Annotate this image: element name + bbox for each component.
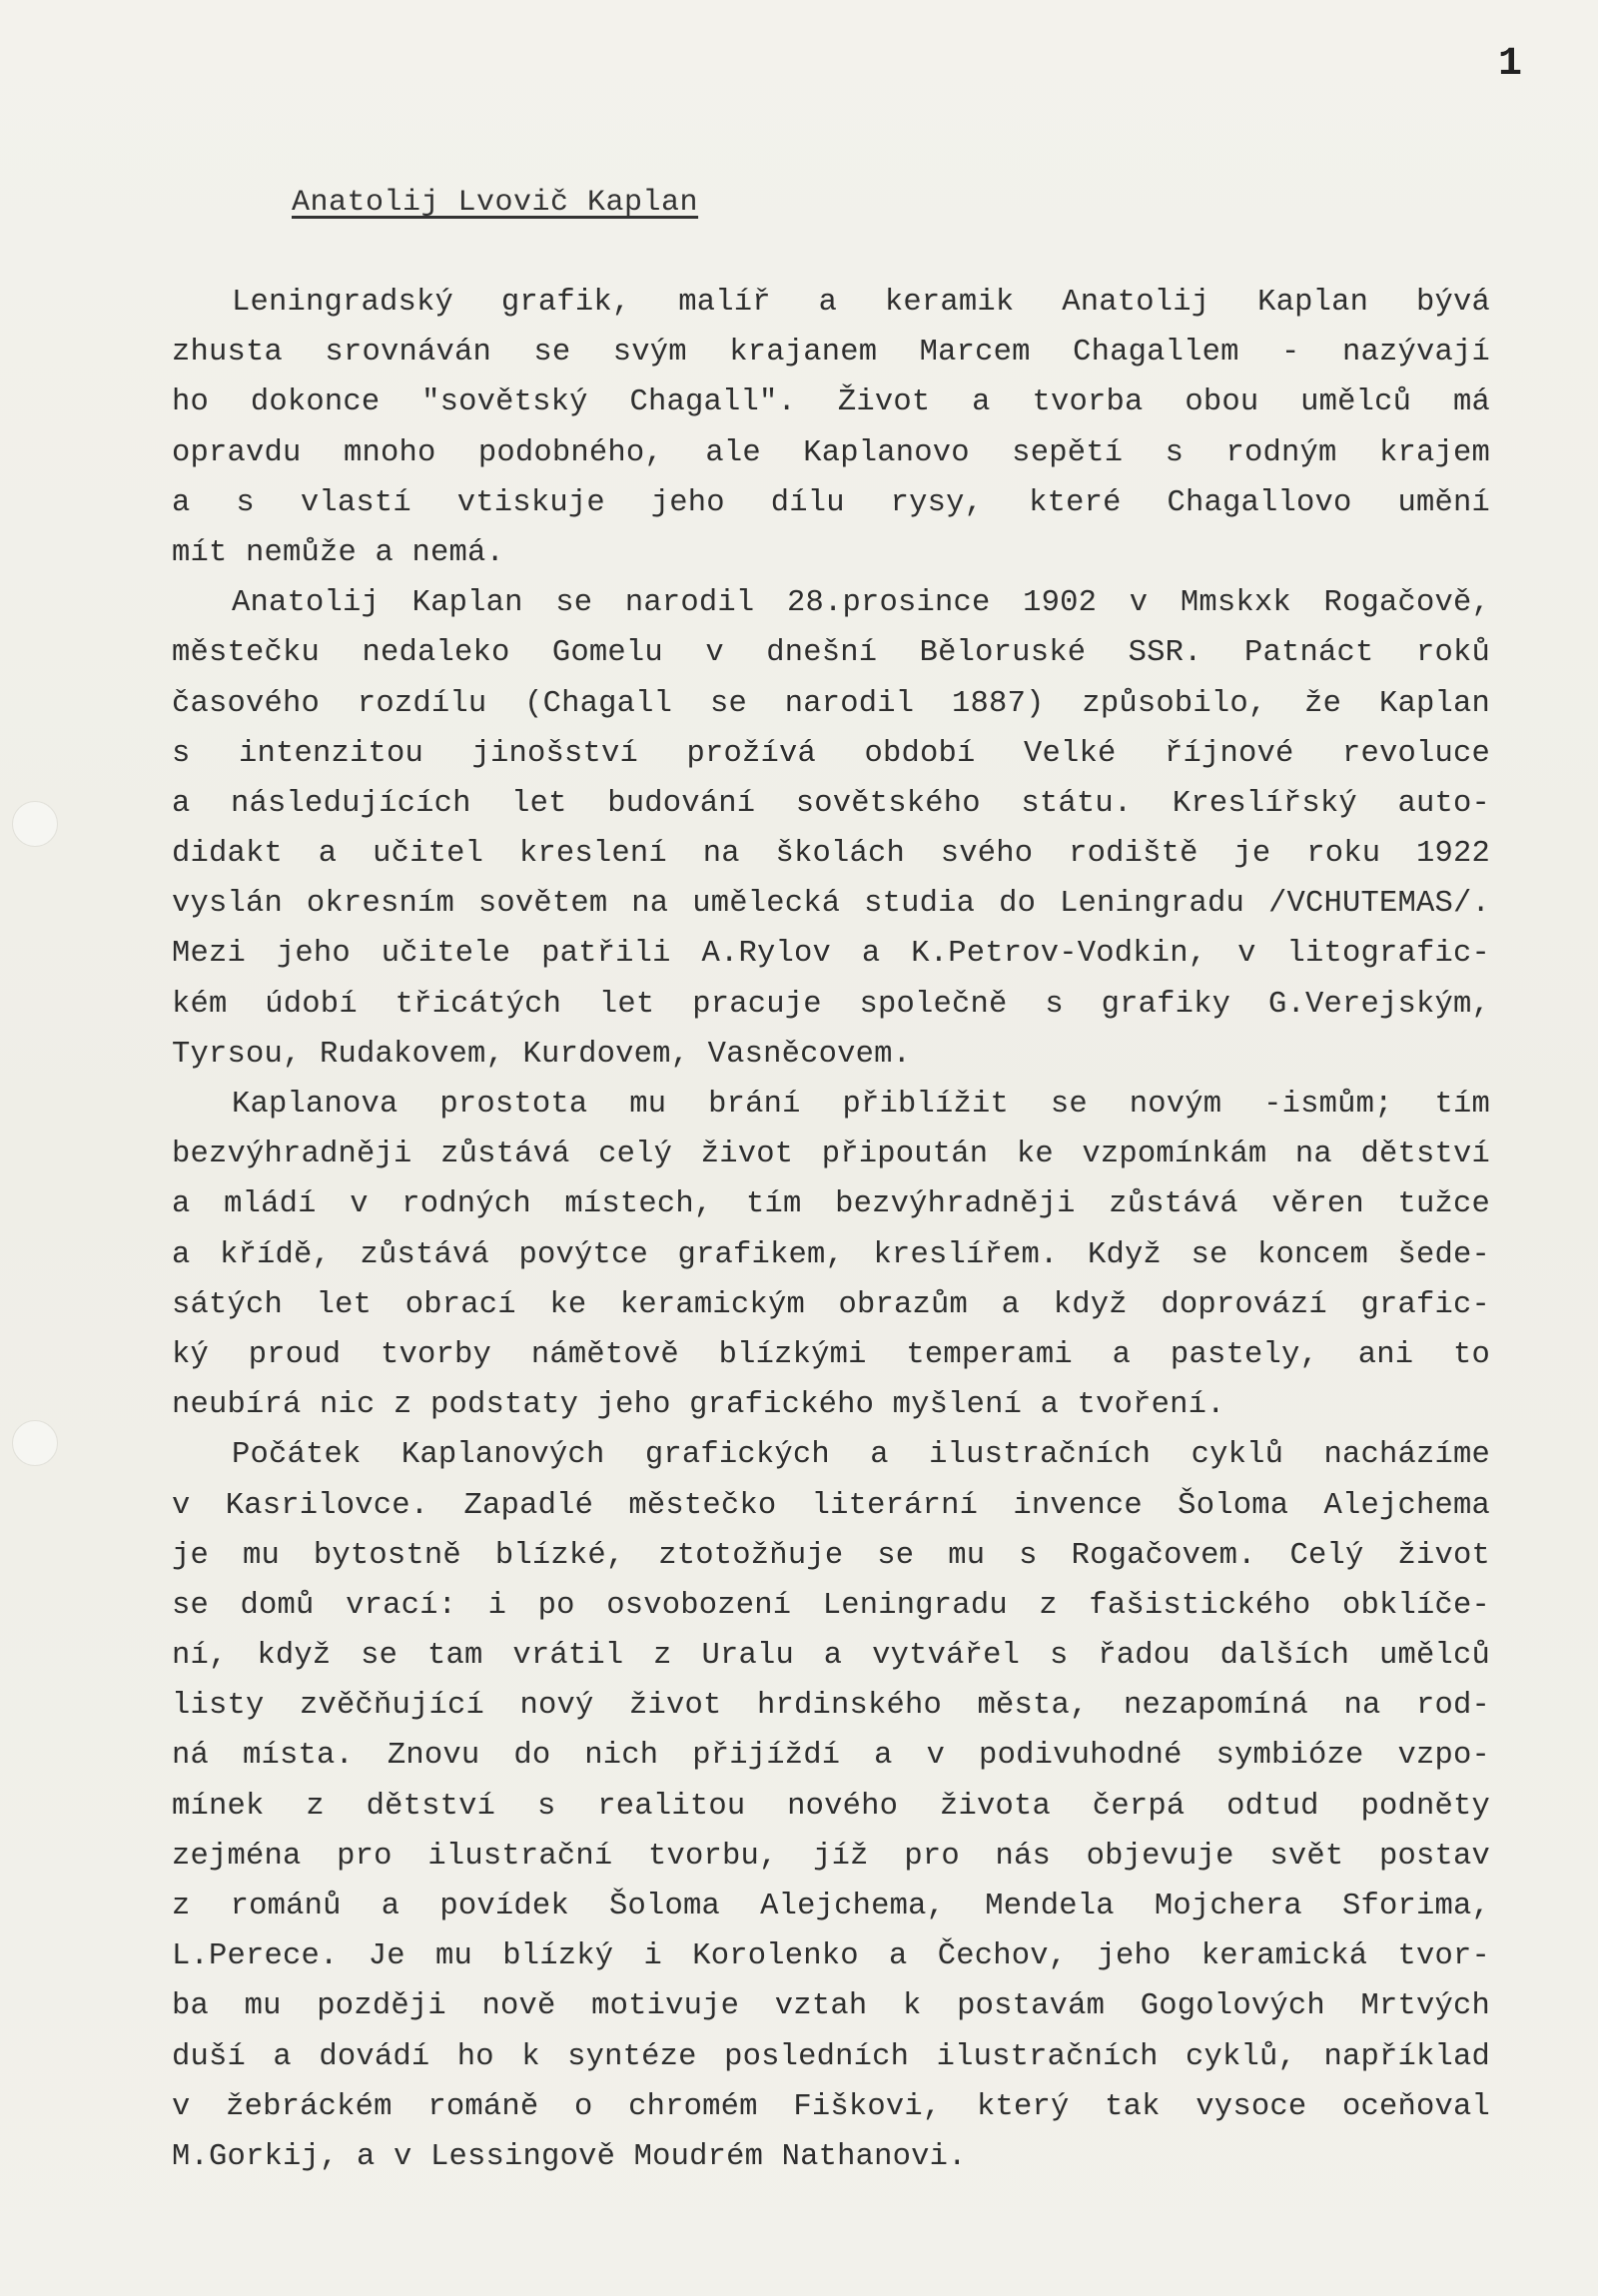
text-line: neubírá nic z podstaty jeho grafického myšlení a tvoření. — [172, 1388, 1225, 1423]
text-line: Kaplanova prostota mu brání přiblížit se novým -ismům; tím — [232, 1088, 1490, 1122]
text-line: a s vlastí vtiskuje jeho dílu rysy, které Chagallovo umění — [172, 485, 1490, 520]
text-line: duší a dovádí ho k syntéze posledních ilustračních cyklů, například — [172, 2039, 1490, 2074]
text-line: ba mu později nově motivuje vztah k postavám Gogolových Mrtvých — [172, 1989, 1490, 2024]
text-line: mít nemůže a nemá. — [172, 535, 505, 570]
text-line: v Kasrilovce. Zapadlé městečko literární invence Šoloma Alejchema — [172, 1488, 1490, 1523]
text-line: ký proud tvorby námětově blízkými temperami a pastely, ani to — [172, 1337, 1490, 1372]
text-line: listy zvěčňující nový život hrdinského města, nezapomíná na rod- — [172, 1689, 1490, 1724]
text-line: bezvýhradněji zůstává celý život připoután ke vzpomínkám na dětství — [172, 1138, 1490, 1172]
text-line: M.Gorkij, a v Lessingově Moudrém Nathanovi. — [172, 2139, 967, 2174]
text-line: L.Perece. Je mu blízký i Korolenko a Čechov, jeho keramická tvor- — [172, 1939, 1490, 1974]
text-line: Tyrsou, Rudakovem, Kurdovem, Vasněcovem. — [172, 1037, 912, 1072]
body-text — [172, 278, 1490, 2182]
text-line: se domů vrací: i po osvobození Leningradu z fašistického obklíče- — [172, 1588, 1490, 1623]
text-line: městečku nedaleko Gomelu v dnešní Běloruské SSR. Patnáct roků — [172, 636, 1490, 671]
text-line: zhusta srovnáván se svým krajanem Marcem Chagallem - nazývají — [172, 336, 1490, 371]
text-line: zejména pro ilustrační tvorbu, jíž pro nás objevuje svět postav — [172, 1839, 1490, 1874]
text-line: ní, když se tam vrátil z Uralu a vytvářel s řadou dalších umělců — [172, 1639, 1490, 1674]
page-number: 1 — [1498, 42, 1523, 87]
text-line: a mládí v rodných místech, tím bezvýhradněji zůstává věren tužce — [172, 1187, 1490, 1222]
text-line: v žebráckém románě o chromém Fiškovi, který tak vysoce oceňoval — [172, 2089, 1490, 2124]
text-line: ná místa. Znovu do nich přijíždí a v podivuhodné symbióze vzpo- — [172, 1739, 1490, 1774]
punch-hole-top — [12, 801, 58, 847]
text-line: a křídě, zůstává povýtce grafikem, kreslířem. Když se koncem šede- — [172, 1237, 1490, 1272]
punch-hole-bottom — [12, 1420, 58, 1466]
text-line: vyslán okresním sovětem na umělecká studia do Leningradu /VCHUTEMAS/. — [172, 887, 1490, 922]
text-line: opravdu mnoho podobného, ale Kaplanovo sepětí s rodným krajem — [172, 435, 1490, 470]
text-line: mínek z dětství s realitou nového života čerpá odtud podněty — [172, 1789, 1490, 1824]
text-line: Mezi jeho učitele patřili A.Rylov a K.Petrov-Vodkin, v litografic- — [172, 937, 1490, 972]
document-title: Anatolij Lvovič Kaplan — [292, 186, 699, 220]
text-line: je mu bytostně blízké, ztotožňuje se mu s Rogačovem. Celý život — [172, 1538, 1490, 1573]
text-line: z románů a povídek Šoloma Alejchema, Mendela Mojchera Sforima, — [172, 1890, 1490, 1923]
text-line: sátých let obrací ke keramickým obrazům a když doprovází grafic- — [172, 1287, 1490, 1322]
text-line: Anatolij Kaplan se narodil 28.prosince 1902 v Mmskxk Rogačově, — [232, 586, 1490, 621]
text-line: Počátek Kaplanových grafických a ilustračních cyklů nacházíme — [232, 1438, 1490, 1473]
text-line: a následujících let budování sovětského státu. Kreslířský auto- — [172, 786, 1490, 821]
text-line: Leningradský grafik, malíř a keramik Anatolij Kaplan bývá — [232, 286, 1490, 320]
text-line: kém údobí třicátých let pracuje společně s grafiky G.Verejským, — [172, 987, 1490, 1022]
text-line: ho dokonce "sovětský Chagall". Život a tvorba obou umělců má — [172, 385, 1490, 420]
text-line: časového rozdílu (Chagall se narodil 1887) způsobilo, že Kaplan — [172, 686, 1490, 721]
text-line: s intenzitou jinošství prožívá období Velké říjnové revoluce — [172, 736, 1490, 771]
text-line: didakt a učitel kreslení na školách svého rodiště je roku 1922 — [172, 837, 1490, 872]
